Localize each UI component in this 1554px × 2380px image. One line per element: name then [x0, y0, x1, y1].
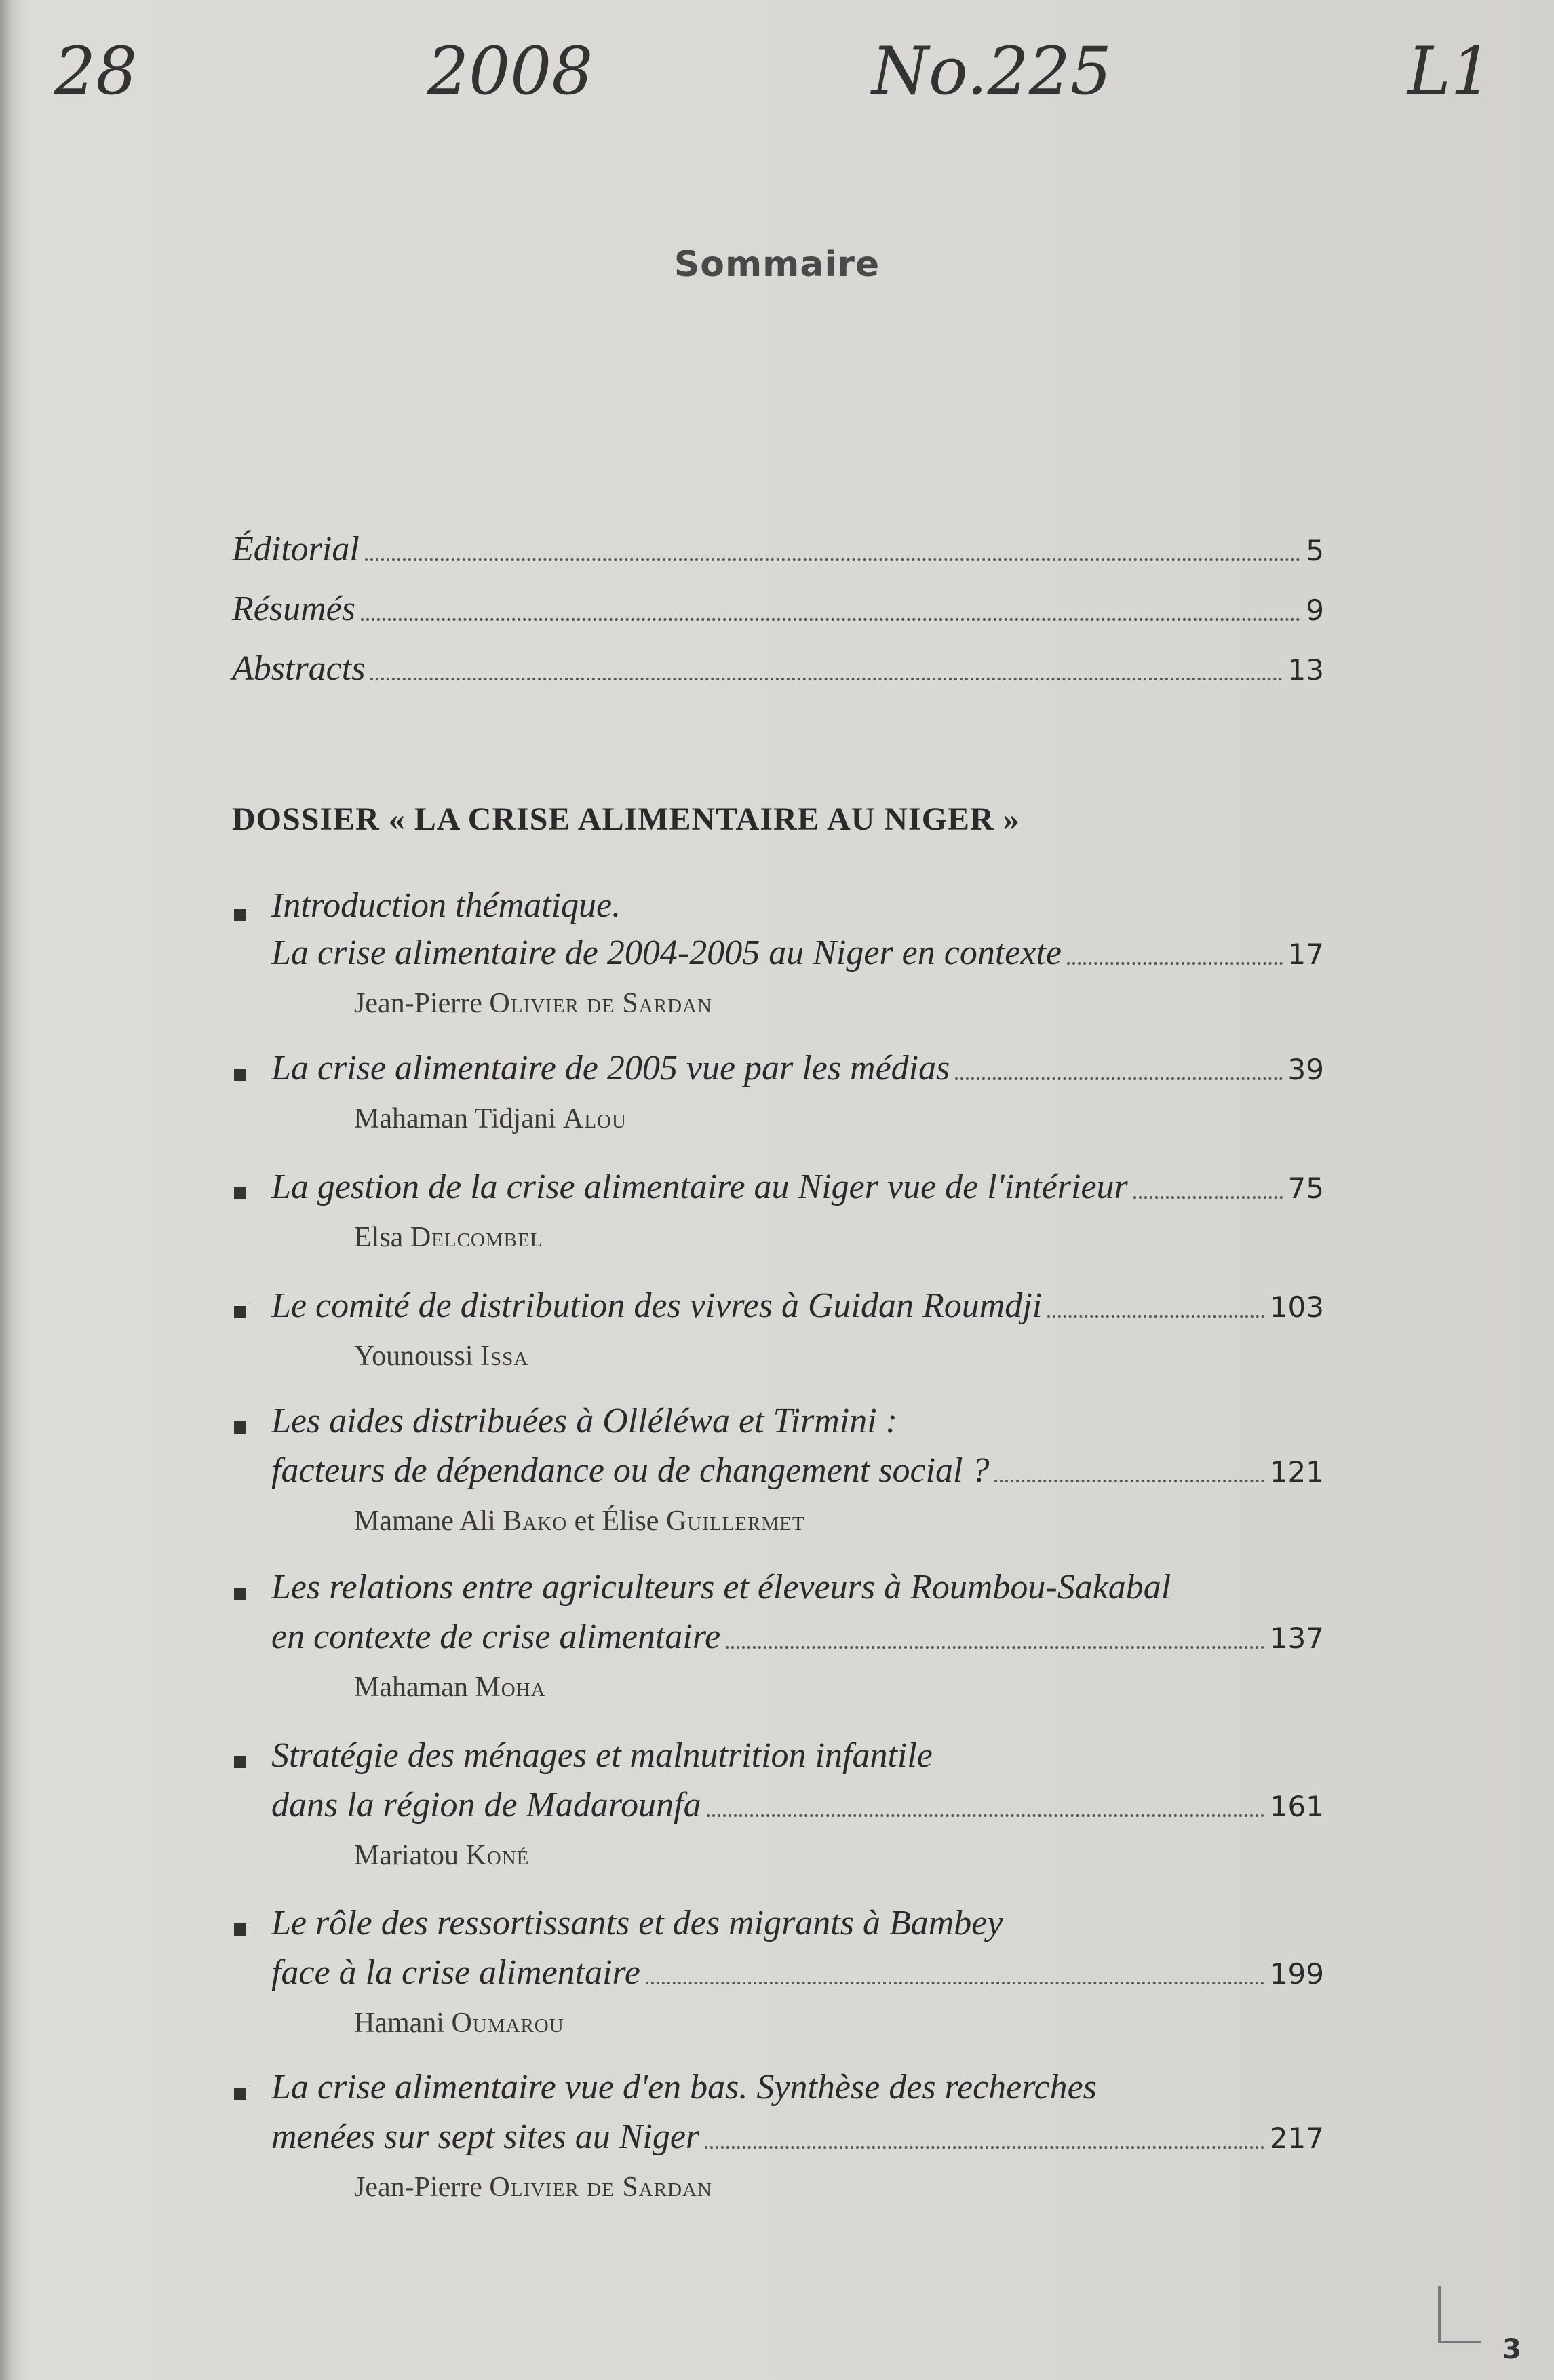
toc-article-8	[271, 1953, 1324, 1993]
article-title-line2: La gestion de la crise alimentaire au Niger vue de l'intérieur	[271, 1168, 1128, 1206]
toc-page: 17	[1287, 938, 1324, 971]
bullet-icon	[234, 1069, 246, 1081]
toc-abstracts	[232, 649, 1324, 689]
article-title-line2: La crise alimentaire de 2004-2005 au Niger en contexte	[271, 934, 1062, 972]
leader-dots	[1133, 1195, 1283, 1199]
toc-page: 5	[1306, 534, 1324, 567]
article-title-line2: Le comité de distribution des vivres à Guidan Roumdji	[271, 1286, 1043, 1325]
toc-article-9	[271, 2117, 1324, 2157]
leader-dots	[705, 2145, 1264, 2149]
article-title-line1: Stratégie des ménages et malnutrition infantile	[271, 1736, 933, 1775]
handwritten-number: No.225	[872, 33, 1112, 109]
leader-dots	[361, 617, 1300, 621]
leader-dots	[726, 1645, 1264, 1649]
article-author: Jean-Pierre Olivier de Sardan	[354, 2172, 712, 2203]
toc-page: 161	[1269, 1790, 1324, 1823]
toc-page: 199	[1269, 1957, 1324, 1991]
toc-page: 39	[1287, 1053, 1324, 1086]
page-title: Sommaire	[674, 244, 880, 285]
toc-article-7	[271, 1785, 1324, 1825]
toc-label: Résumés	[232, 590, 355, 628]
article-author: Mahaman Tidjani Alou	[354, 1103, 627, 1134]
article-author: Hamani Oumarou	[354, 2008, 564, 2039]
article-author: Elsa Delcombel	[354, 1222, 543, 1253]
bullet-icon	[234, 1421, 246, 1434]
leader-dots	[994, 1479, 1264, 1482]
toc-article-6	[271, 1617, 1324, 1657]
article-title-line1: La crise alimentaire vue d'en bas. Synthèse des recherches	[271, 2068, 1097, 2107]
bullet-icon	[234, 1923, 246, 1936]
toc-page: 75	[1287, 1172, 1324, 1205]
article-author: Jean-Pierre Olivier de Sardan	[354, 988, 712, 1019]
toc-page: 103	[1269, 1290, 1324, 1324]
article-author: Mariatou Koné	[354, 1840, 530, 1871]
toc-editorial	[232, 529, 1324, 569]
toc-label: Abstracts	[232, 649, 366, 688]
article-title-line2: en contexte de crise alimentaire	[271, 1617, 721, 1656]
bullet-icon	[234, 1756, 246, 1768]
leader-dots	[707, 1813, 1264, 1817]
toc-page: 121	[1269, 1455, 1324, 1489]
article-title-line1: Introduction thématique.	[271, 886, 621, 925]
article-author: Mamane Ali Bako et Élise Guillermet	[354, 1505, 805, 1537]
toc-article-5	[271, 1451, 1324, 1491]
toc-article-3	[271, 1167, 1324, 1207]
corner-mark	[1438, 2286, 1481, 2343]
article-title-line2: face à la crise alimentaire	[271, 1953, 640, 1992]
bullet-icon	[234, 1306, 246, 1318]
bullet-icon	[234, 1588, 246, 1600]
leader-dots	[955, 1077, 1282, 1080]
bullet-icon	[234, 909, 246, 921]
toc-article-4	[271, 1286, 1324, 1326]
article-title-line2: dans la région de Madarounfa	[271, 1786, 701, 1824]
handwritten-right: L1	[1407, 33, 1492, 109]
toc-label: Éditorial	[232, 530, 360, 569]
dossier-heading: DOSSIER « LA CRISE ALIMENTAIRE AU NIGER »	[232, 801, 1020, 837]
toc-page: 9	[1306, 594, 1324, 627]
toc-page: 137	[1269, 1621, 1324, 1655]
page-number: 3	[1502, 2334, 1521, 2365]
article-author: Younoussi Issa	[354, 1341, 529, 1372]
toc-page: 217	[1269, 2122, 1324, 2155]
bullet-icon	[234, 2088, 246, 2100]
article-title-line1: Les aides distribuées à Olléléwa et Tirmini :	[271, 1402, 897, 1440]
article-title-line1: Le rôle des ressortissants et des migrants à Bambey	[271, 1904, 1003, 1942]
toc-resumes	[232, 589, 1324, 629]
article-author: Mahaman Moha	[354, 1672, 546, 1703]
leader-dots	[1047, 1314, 1264, 1318]
handwritten-left: 28	[54, 33, 138, 109]
article-title-line2: facteurs de dépendance ou de changement social ?	[271, 1451, 990, 1490]
toc-page: 13	[1287, 653, 1324, 687]
leader-dots	[365, 558, 1300, 561]
leader-dots	[646, 1981, 1264, 1984]
article-title-line2: La crise alimentaire de 2005 vue par les médias	[271, 1049, 950, 1088]
article-title-line1: Les relations entre agriculteurs et éleveurs à Roumbou-Sakabal	[271, 1568, 1171, 1607]
handwritten-year: 2008	[427, 33, 594, 109]
bullet-icon	[234, 1187, 246, 1199]
leader-dots	[1067, 961, 1283, 965]
toc-article-2	[271, 1048, 1324, 1088]
article-title-line2: menées sur sept sites au Niger	[271, 2117, 700, 2156]
toc-article-1	[271, 933, 1324, 973]
leader-dots	[370, 677, 1282, 680]
